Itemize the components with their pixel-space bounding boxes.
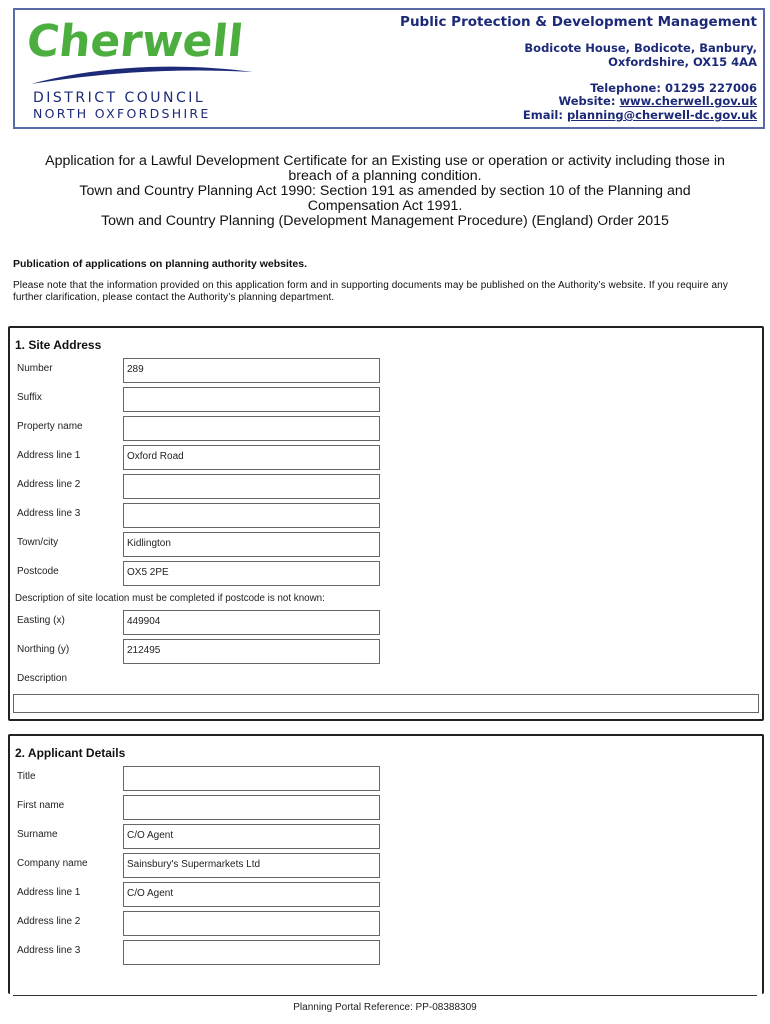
applicant-address-line-2-field[interactable] [123,911,380,936]
website [558,94,757,108]
easting-field[interactable]: 449904 [123,610,380,635]
address-line-1-field[interactable]: Oxford Road [123,445,380,470]
field-label: Suffix [17,392,42,403]
field-label: First name [17,800,65,811]
postcode-field[interactable]: OX5 2PE [123,561,380,586]
description-field[interactable] [13,694,759,713]
field-label: Number [17,363,53,374]
logo-district-council: DISTRICT COUNCIL [33,90,206,106]
publication-heading: Publication of applications on planning authority websites. [13,258,308,270]
field-label: Surname [17,829,58,840]
footer-divider [13,995,757,996]
council-header [13,8,765,129]
field-label: Address line 1 [17,450,81,461]
email-label: Email: [522,108,567,122]
field-label: Address line 3 [17,945,81,956]
section-title: 2. Applicant Details [15,746,126,760]
telephone [590,81,757,95]
field-label: Address line 1 [17,887,81,898]
address-line-3-field[interactable] [123,503,380,528]
field-label: Address line 2 [17,916,81,927]
title-line-3: Town and Country Planning Act 1990: Section 191 as amended by section 10 of the Planning and [79,183,691,199]
field-label: Company name [17,858,88,869]
field-label: Northing (y) [17,644,70,655]
title-line-1: Application for a Lawful Development Certificate for an Existing use or operation or activity including those in [45,153,725,169]
field-label: Property name [17,421,83,432]
field-label: Easting (x) [17,615,65,626]
applicant-details-section [8,734,764,994]
field-label: Title [17,771,36,782]
logo-north-oxfordshire: NORTH OXFORDSHIRE [33,106,211,121]
logo-swoosh-icon [27,60,257,88]
email [523,108,757,122]
northing-field[interactable]: 212495 [123,639,380,664]
title-line-5: Town and Country Planning (Development Management Procedure) (England) Order 2015 [101,213,669,229]
title-line-2: breach of a planning condition. [288,168,482,184]
field-label: Town/city [17,537,59,548]
email-link[interactable]: planning@cherwell-dc.gov.uk [566,108,757,122]
form-title [0,154,770,229]
field-label: Description [17,673,68,684]
field-label: Address line 3 [17,508,81,519]
suffix-field[interactable] [123,387,380,412]
field-label: Address line 2 [17,479,81,490]
first-name-field[interactable] [123,795,380,820]
applicant-address-line-1-field[interactable]: C/O Agent [123,882,380,907]
title-line-4: Compensation Act 1991. [307,198,463,214]
title-field[interactable] [123,766,380,791]
address-line-2-field[interactable] [123,474,380,499]
address-line-1: Bodicote House, Bodicote, Banbury, [524,41,757,55]
address-line-2: Oxfordshire, OX15 4AA [608,55,757,69]
surname-field[interactable]: C/O Agent [123,824,380,849]
website-link[interactable]: www.cherwell.gov.uk [619,94,757,108]
property-name-field[interactable] [123,416,380,441]
applicant-address-line-3-field[interactable] [123,940,380,965]
publication-note: Please note that the information provided on this application form and in supporting documents may be published on the Authority’s website. If you require any further clarification, please contact the Authority’s planning department. [13,280,728,303]
site-address-section [8,326,764,721]
telephone-label: Telephone: [590,81,665,95]
section-title: 1. Site Address [15,338,102,352]
department-name: Public Protection & Development Management [400,14,757,30]
council-logo-name: Cherwell [24,16,246,67]
company-name-field[interactable]: Sainsbury's Supermarkets Ltd [123,853,380,878]
website-label: Website: [558,94,620,108]
field-label: Postcode [17,566,59,577]
planning-portal-reference: Planning Portal Reference: PP-08388309 [293,1002,477,1013]
number-field[interactable]: 289 [123,358,380,383]
location-note: Description of site location must be completed if postcode is not known: [15,593,325,604]
telephone-number: 01295 227006 [664,81,757,95]
town-city-field[interactable]: Kidlington [123,532,380,557]
